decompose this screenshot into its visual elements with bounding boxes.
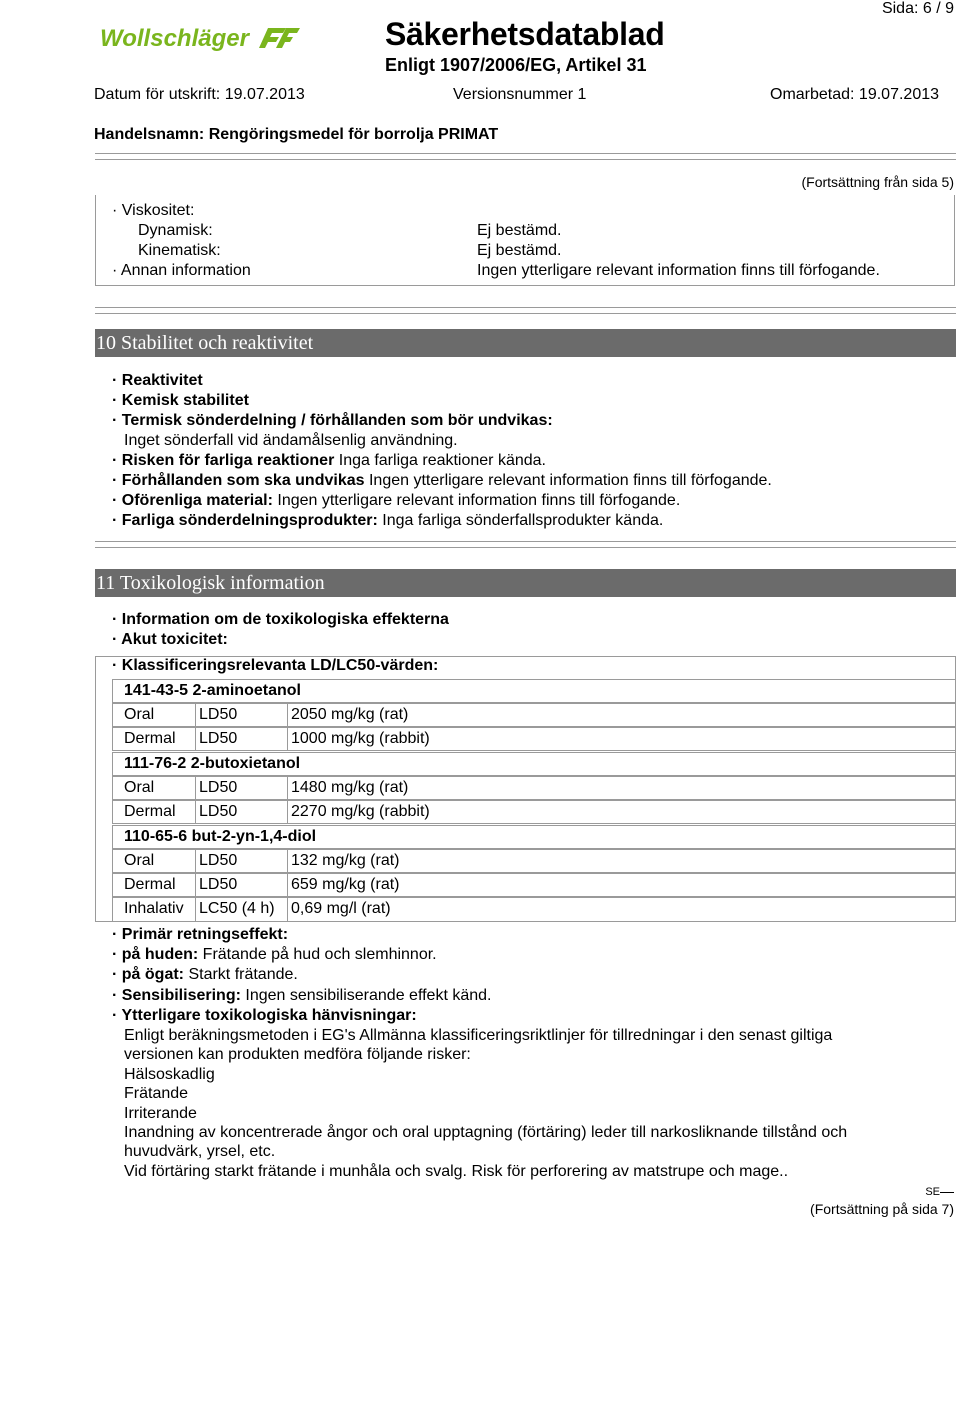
table-row: Dermal LD50 1000 mg/kg (rabbit)	[112, 727, 956, 751]
table-row: Dermal LD50 2270 mg/kg (rabbit)	[112, 800, 956, 824]
document-subtitle: Enligt 1907/2006/EG, Artikel 31	[385, 55, 647, 75]
ld-values-heading: · Klassificeringsrelevanta LD/LC50-värden:	[112, 657, 439, 674]
substance-row: 141-43-5 2-aminoetanol	[112, 679, 956, 703]
skin-effect: · på huden: Frätande på hud och slemhinnor.	[112, 946, 437, 963]
section11-header: 11 Toxikologisk information	[95, 569, 956, 597]
conditions-to-avoid: · Förhållanden som ska undvikas Ingen ytterligare relevant information finns till förfogande.	[112, 472, 772, 489]
risk-item: Irriterande	[124, 1105, 197, 1122]
kinematic-label: Kinematisk:	[138, 242, 221, 259]
additional-info-label: · Ytterligare toxikologiska hänvisningar:	[112, 1007, 417, 1024]
other-info-value: Ingen ytterligare relevant information finns till förfogande.	[477, 262, 880, 279]
divider	[95, 159, 956, 160]
print-date: Datum för utskrift: 19.07.2013	[94, 86, 305, 103]
acute-toxicity: · Akut toxicitet:	[112, 631, 228, 648]
divider	[95, 313, 956, 314]
revised-date: Omarbetad: 19.07.2013	[770, 86, 940, 103]
inhalation-line: huvudvärk, yrsel, etc.	[124, 1143, 276, 1160]
reactivity: · Reaktivitet	[112, 372, 203, 389]
table-row: Oral LD50 132 mg/kg (rat)	[112, 849, 956, 873]
additional-info-line: versionen kan produkten medföra följande risker:	[124, 1046, 471, 1063]
hazardous-reactions: · Risken för farliga reaktioner Inga farliga reaktioner kända.	[112, 452, 546, 469]
document-title: Säkerhetsdatablad	[385, 16, 665, 52]
divider	[95, 547, 956, 548]
primary-irritation: · Primär retningseffekt:	[112, 926, 289, 943]
substance-row: 111-76-2 2-butoxietanol	[112, 752, 956, 776]
other-info-label: · Annan information	[112, 262, 251, 279]
additional-info-line: Enligt beräkningsmetoden i EG's Allmänna klassificeringsriktlinjer för tillredningar i den senast giltiga	[124, 1027, 833, 1044]
svg-text:Wollschläger: Wollschläger	[100, 25, 249, 52]
table-row: Oral LD50 1480 mg/kg (rat)	[112, 776, 956, 800]
table-row: Oral LD50 2050 mg/kg (rat)	[112, 703, 956, 727]
risk-item: Hälsoskadlig	[124, 1066, 215, 1083]
sensitisation: · Sensibilisering: Ingen sensibiliserande effekt känd.	[112, 987, 492, 1004]
footer-rule	[940, 1192, 954, 1193]
thermal-decomposition-value: Inget sönderfall vid ändamålsenlig användning.	[124, 432, 458, 449]
incompatible-materials: · Oförenliga material: Ingen ytterligare relevant information finns till förfogande.	[112, 492, 681, 509]
table-row: Inhalativ LC50 (4 h) 0,69 mg/l (rat)	[112, 897, 956, 922]
dynamic-label: Dynamisk:	[138, 222, 213, 239]
divider	[95, 153, 956, 154]
decomposition-products: · Farliga sönderdelningsprodukter: Inga farliga sönderfallsprodukter kända.	[112, 512, 664, 529]
ingestion-line: Vid förtäring starkt frätande i munhåla och svalg. Risk för perforering av matstrupe och mage..	[124, 1163, 789, 1180]
inhalation-line: Inandning av koncentrerade ångor och oral upptagning (förtäring) leder till narkosliknande tillstånd och	[124, 1124, 848, 1141]
trade-name: Handelsnamn: Rengöringsmedel för borrolja PRIMAT	[94, 126, 499, 143]
divider	[95, 541, 956, 542]
version-number: Versionsnummer 1	[453, 86, 587, 103]
continued-from: (Fortsättning från sida 5)	[801, 174, 954, 190]
viscosity-label: · Viskositet:	[112, 202, 195, 219]
dynamic-value: Ej bestämd.	[477, 222, 562, 239]
section10-header: 10 Stabilitet och reaktivitet	[95, 329, 956, 357]
thermal-decomposition-label: · Termisk sönderdelning / förhållanden som bör undvikas:	[112, 412, 553, 429]
language-code: SE	[925, 1186, 940, 1198]
page-number: Sida: 6 / 9	[881, 0, 954, 17]
table-row: Dermal LD50 659 mg/kg (rat)	[112, 873, 956, 897]
substance-row: 110-65-6 but-2-yn-1,4-diol	[112, 825, 956, 849]
kinematic-value: Ej bestämd.	[477, 242, 562, 259]
divider	[95, 307, 956, 308]
risk-item: Frätande	[124, 1085, 189, 1102]
eye-effect: · på ögat: Starkt frätande.	[112, 966, 298, 983]
company-logo	[98, 22, 303, 54]
toxicological-effects-info: · Information om de toxikologiska effekterna	[112, 611, 449, 628]
chemical-stability: · Kemisk stabilitet	[112, 392, 249, 409]
continued-on: (Fortsättning på sida 7)	[810, 1201, 954, 1217]
